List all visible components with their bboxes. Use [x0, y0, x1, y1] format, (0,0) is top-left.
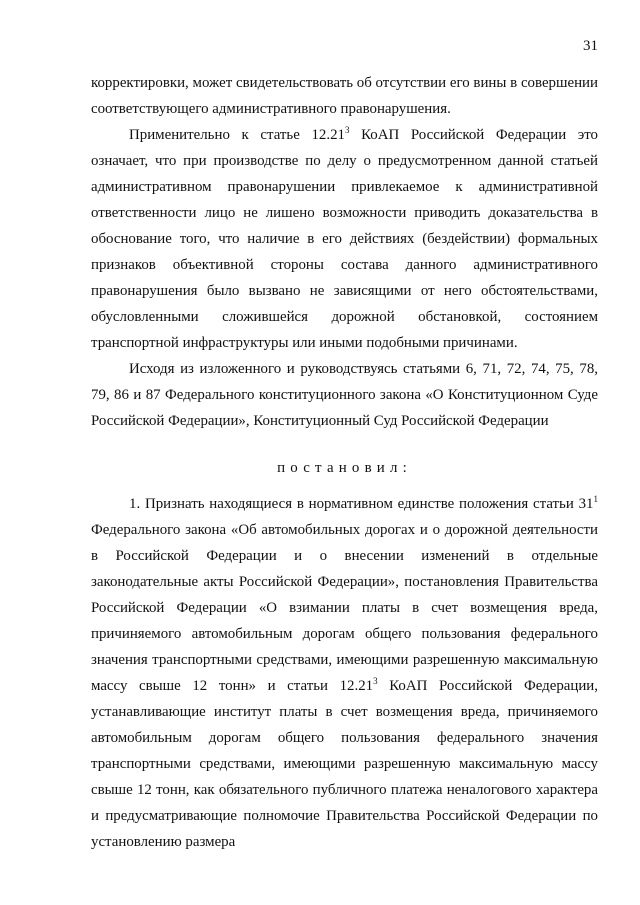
superscript: 3	[373, 676, 378, 686]
text-segment: 1. Признать находящиеся в нормативном единстве положения статьи 31	[129, 496, 594, 512]
resolution-heading: постановил:	[277, 460, 412, 476]
text-segment: Применительно к статье 12.21	[129, 127, 345, 143]
paragraph-article-interpretation	[91, 122, 598, 356]
paragraph-continuation: корректировки, может свидетельствовать об отсутствии его вины в совершении соответствующего административного правонарушения.	[91, 75, 598, 117]
document-body	[91, 70, 598, 855]
page-number: 31	[583, 38, 598, 54]
text-segment: КоАП Российской Федерации это означает, что при производстве по делу о предусмотренном данной статьей административном правонарушении привлекаемое к административной ответственности лицо не лишено возможности приводить доказательства в обоснование того, что наличие в его действиях (бездействии) формальных признаков объективной стороны состава данного административного правонарушения было вызвано не зависящими от него обстоятельствами, обусловленными сложившейся дорожной обстановкой, состоянием транспортной инфраструктуры или иными подобными причинами.	[91, 127, 598, 351]
text-segment: КоАП Российской Федерации, устанавливающие институт платы в счет возмещения вреда, причиняемого автомобильным дорогам общего пользования федерального значения транспортными средствами, имеющими разрешенную максимальную массу свыше 12 тонн, как обязательного публичного платежа неналогового характера и предусматривающие полномочие Правительства Российской Федерации по установлению размера	[91, 678, 599, 850]
superscript: 1	[593, 494, 598, 504]
paragraph-resolution-1	[91, 491, 598, 855]
superscript: 3	[344, 125, 350, 135]
text-segment: Федерального закона «Об автомобильных дорогах и о дорожной деятельности в Российской Федерации и о внесении изменений в отдельные законодательные акты Российской Федерации», постановления Правительства Российской Федерации «О взимании платы в счет возмещения вреда, причиняемого автомобильным дорогам общего пользования федерального значения транспортными средствами, имеющими разрешенную максимальную массу свыше 12 тонн» и статьи 12.21	[91, 522, 598, 694]
paragraph-basis: Исходя из изложенного и руководствуясь статьями 6, 71, 72, 74, 75, 78, 79, 86 и 87 Федерального конституционного закона «О Конституционном Суде Российской Федерации», Конституционный Суд Российской Федерации	[91, 361, 598, 429]
